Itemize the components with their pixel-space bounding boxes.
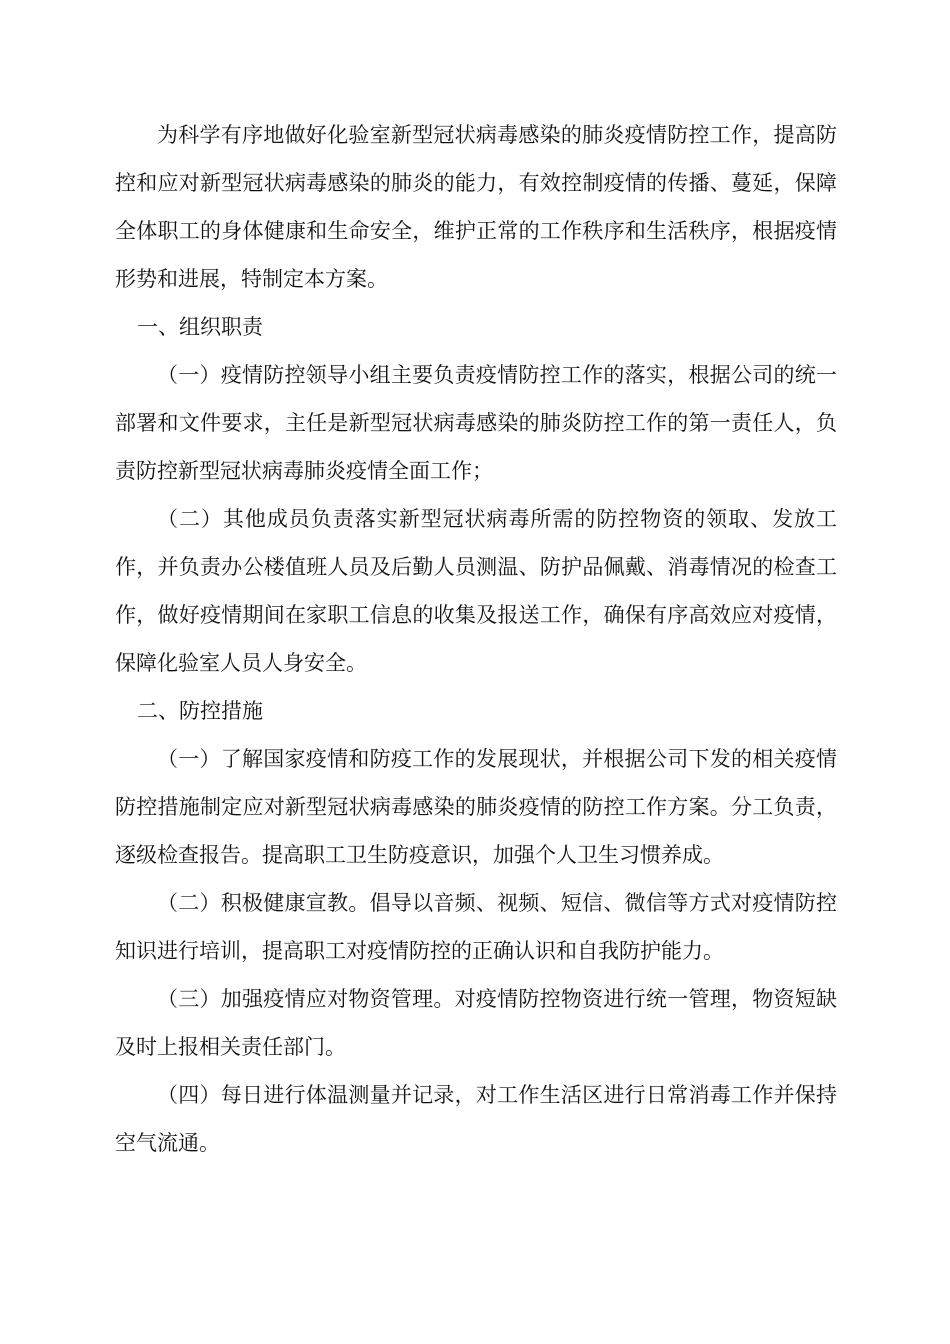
document-body [115, 111, 837, 1167]
organization-item-2: （二）其他成员负责落实新型冠状病毒所需的防控物资的领取、发放工作，并负责办公楼值班人员及后勤人员测温、防护品佩戴、消毒情况的检查工作，做好疫情期间在家职工信息的收集及报送工作，确保有序高效应对疫情，保障化验室人员人身安全。 [115, 507, 837, 675]
measures-item-3: （三）加强疫情应对物资管理。对疫情防控物资进行统一管理，物资短缺及时上报相关责任部门。 [115, 987, 837, 1059]
measures-item-1: （一）了解国家疫情和防疫工作的发展现状，并根据公司下发的相关疫情防控措施制定应对新型冠状病毒感染的肺炎疫情的防控工作方案。分工负责，逐级检查报告。提高职工卫生防疫意识，加强个人卫生习惯养成。 [115, 747, 837, 867]
intro-paragraph: 为科学有序地做好化验室新型冠状病毒感染的肺炎疫情防控工作，提高防控和应对新型冠状病毒感染的肺炎的能力，有效控制疫情的传播、蔓延，保障全体职工的身体健康和生命安全，维护正常的工作秩序和生活秩序，根据疫情形势和进展，特制定本方案。 [115, 123, 837, 291]
section-heading-measures: 二、防控措施 [137, 699, 263, 723]
measures-item-2: （二）积极健康宣教。倡导以音频、视频、短信、微信等方式对疫情防控知识进行培训，提高职工对疫情防控的正确认识和自我防护能力。 [115, 891, 837, 963]
measures-item-4: （四）每日进行体温测量并记录，对工作生活区进行日常消毒工作并保持空气流通。 [115, 1083, 837, 1155]
organization-item-1: （一）疫情防控领导小组主要负责疫情防控工作的落实，根据公司的统一部署和文件要求，主任是新型冠状病毒感染的肺炎防控工作的第一责任人，负责防控新型冠状病毒肺炎疫情全面工作； [115, 363, 837, 483]
section-heading-organization: 一、组织职责 [137, 315, 263, 339]
